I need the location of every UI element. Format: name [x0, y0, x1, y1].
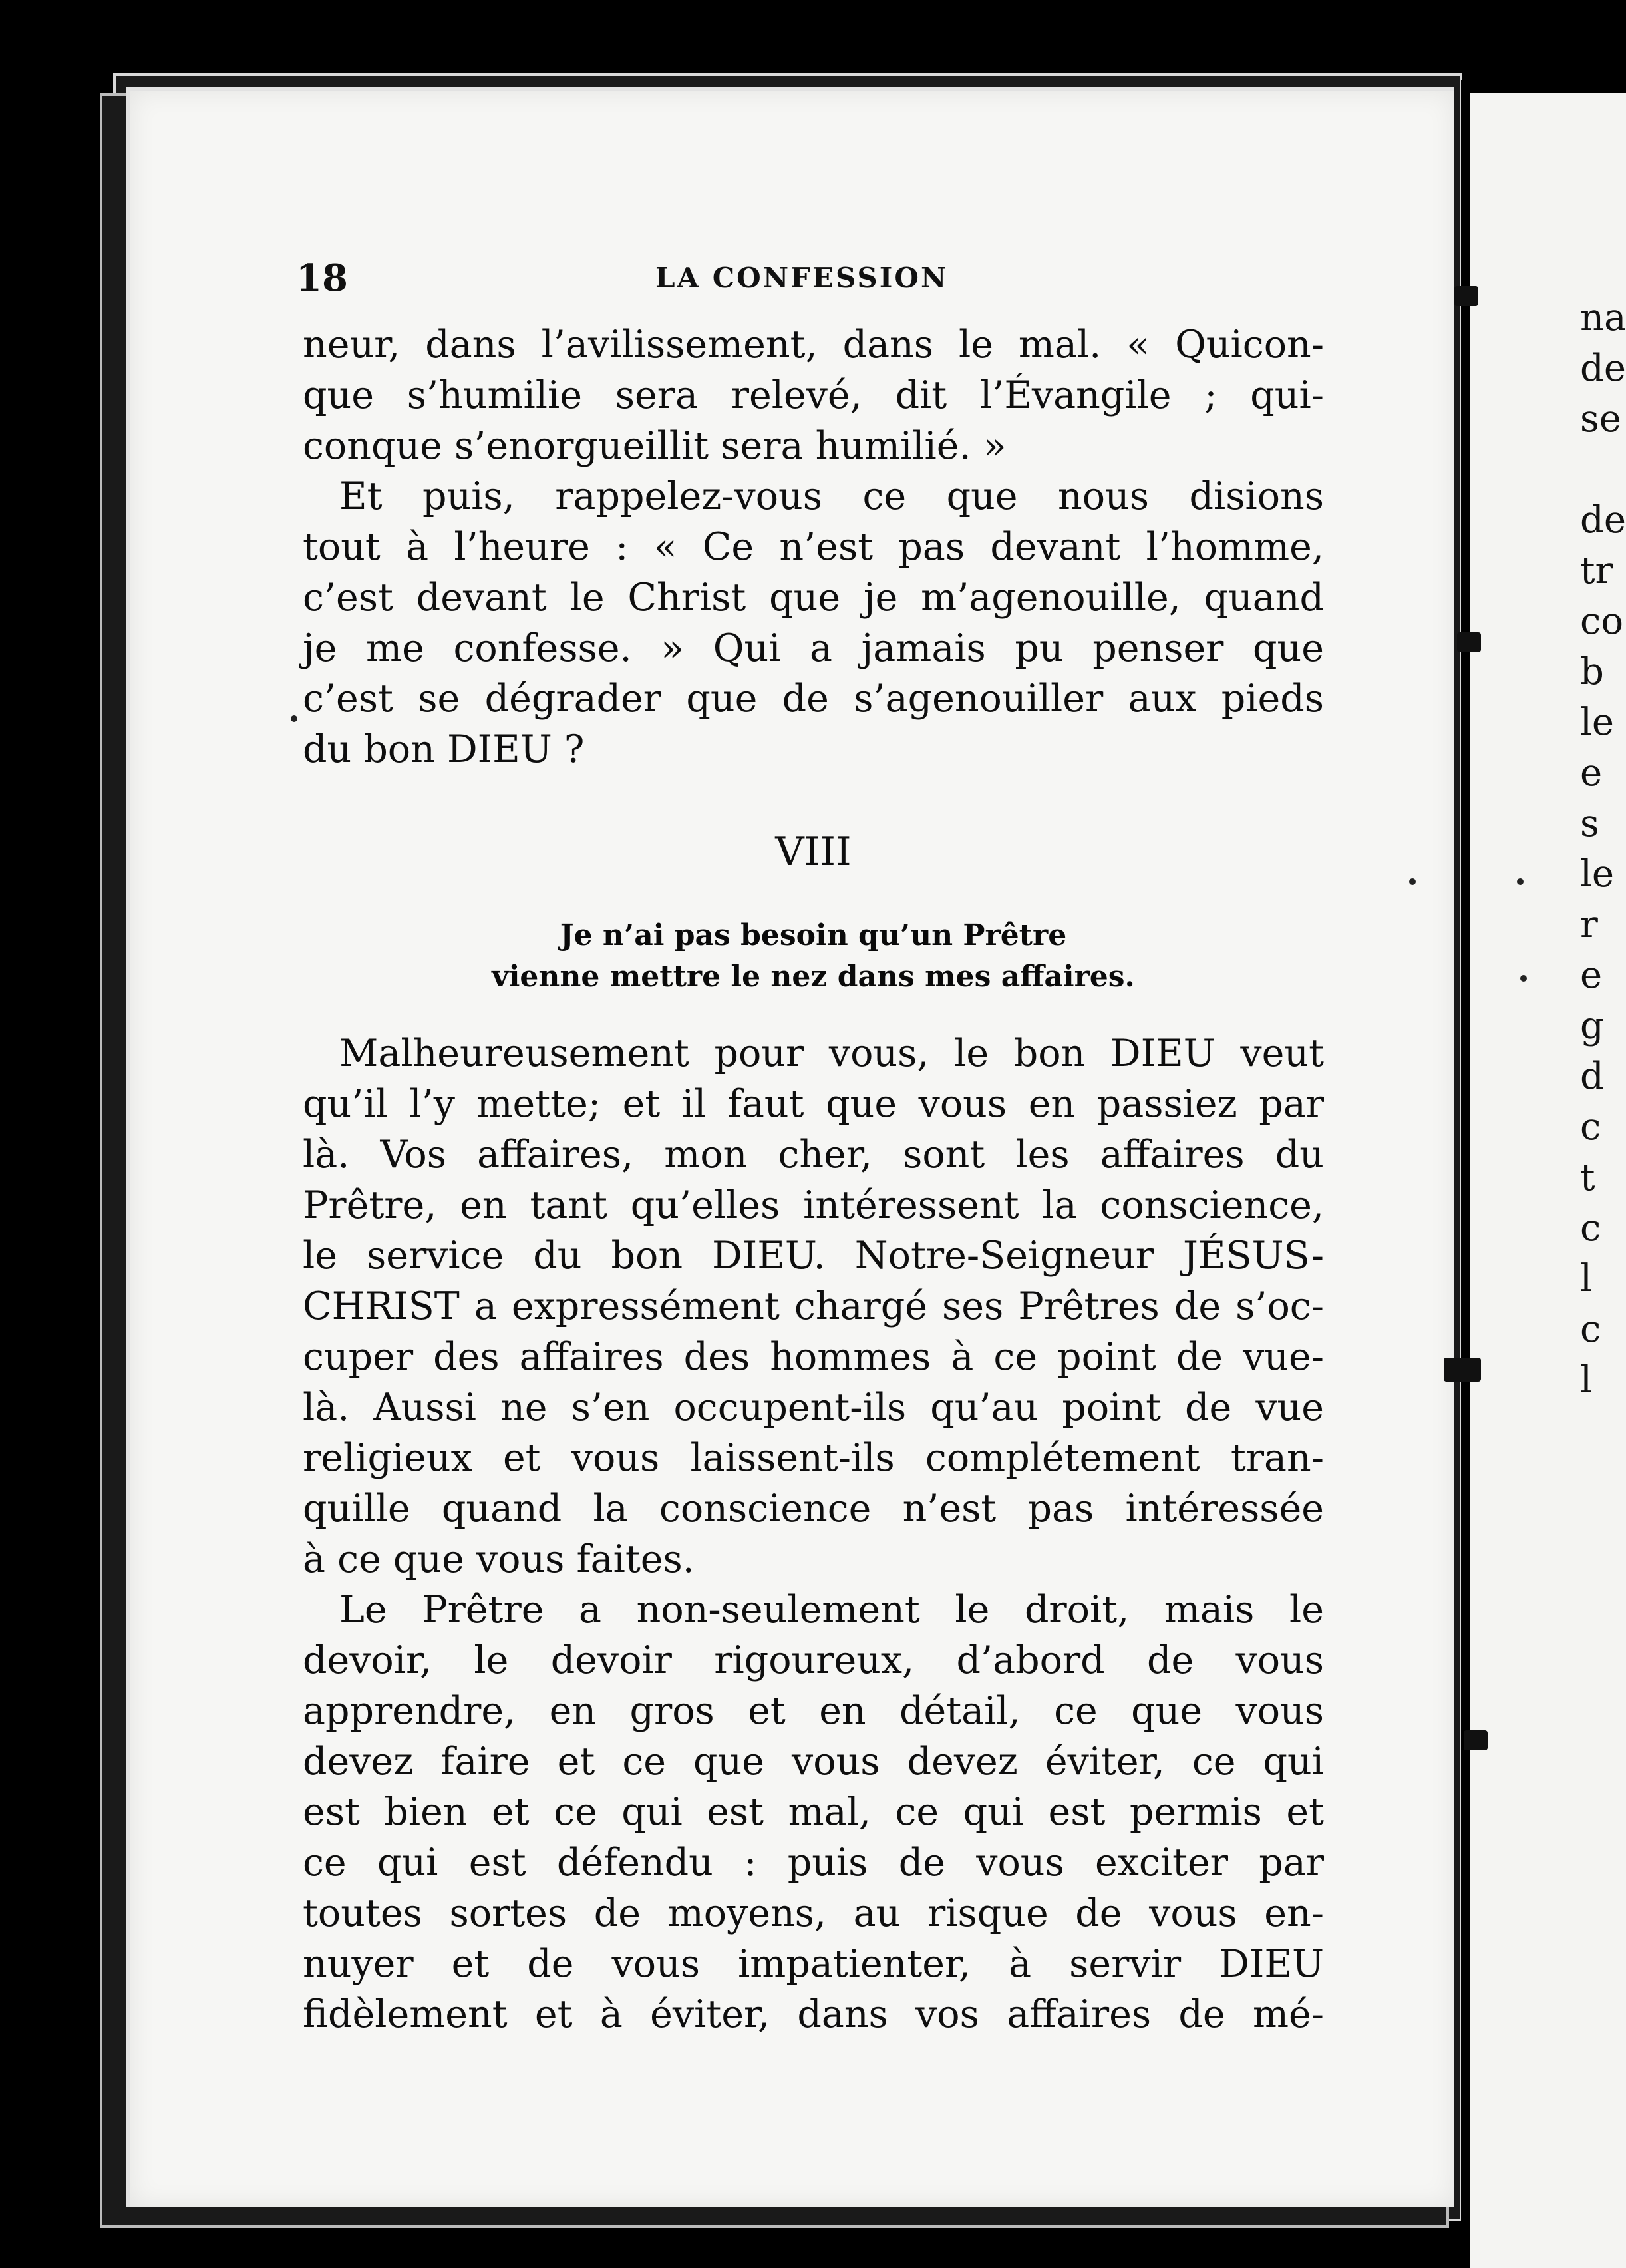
- text-line: CHRIST a expressément chargé ses Prêtres de s’oc-: [303, 1284, 1324, 1328]
- text-line: Prêtre, en tant qu’elles intéressent la conscience,: [303, 1183, 1324, 1227]
- right-page-fragment: s: [1580, 802, 1599, 845]
- text-line: à ce que vous faites.: [303, 1537, 695, 1581]
- text-line: devez faire et ce que vous devez éviter, ce qui: [303, 1740, 1324, 1784]
- right-page-fragment: c: [1580, 1105, 1601, 1149]
- section-number: VIII: [775, 829, 852, 875]
- text-line: c’est devant le Christ que je m’agenouille, quand: [303, 576, 1324, 620]
- right-page-fragment: [1580, 445, 1626, 495]
- binding-thread-mark: [1444, 1358, 1481, 1382]
- text-line: devoir, le devoir rigoureux, d’abord de vous: [303, 1638, 1324, 1682]
- text-line: que s’humilie sera relevé, dit l’Évangile ; qui-: [303, 373, 1324, 417]
- text-line: Et puis, rappelez-vous ce que nous disions: [339, 474, 1324, 518]
- section-heading: [303, 915, 1324, 998]
- text-line: quille quand la conscience n’est pas intéressée: [303, 1487, 1324, 1531]
- right-page-fragment: tr: [1580, 549, 1613, 592]
- text-line: là. Vos affaires, mon cher, sont les affaires du: [303, 1133, 1324, 1177]
- text-line: c’est se dégrader que de s’agenouiller aux pieds: [303, 677, 1324, 721]
- right-page-fragment: le: [1580, 701, 1615, 744]
- right-page-fragment: b: [1580, 650, 1604, 693]
- section-heading-line-2: vienne mettre le nez dans mes affaires.: [492, 960, 1135, 994]
- right-page-fragments: [1580, 293, 1626, 1406]
- binding-thread-mark: [1457, 632, 1481, 652]
- ink-speck: [1520, 975, 1527, 982]
- book-gutter: [1461, 80, 1470, 2268]
- text-line: qu’il l’y mette; et il faut que vous en passiez par: [303, 1082, 1324, 1126]
- right-page-fragment: r: [1580, 903, 1598, 946]
- text-line: le service du bon DIEU. Notre-Seigneur JÉSUS-: [303, 1234, 1324, 1278]
- right-page-fragment: l: [1580, 1257, 1592, 1300]
- text-line: apprendre, en gros et en détail, ce que vous: [303, 1689, 1324, 1733]
- ink-speck: [291, 715, 297, 722]
- text-line: cuper des affaires des hommes à ce point de vue-: [303, 1335, 1324, 1379]
- text-line: toutes sortes de moyens, au risque de vous en-: [303, 1891, 1324, 1935]
- right-page-fragment: co: [1580, 600, 1624, 643]
- right-page-fragment: c: [1580, 1308, 1601, 1351]
- section-heading-line-1: Je n’ai pas besoin qu’un Prêtre: [560, 918, 1067, 952]
- ink-speck: [1409, 878, 1416, 885]
- text-line: conque s’enorgueillit sera humilié. »: [303, 424, 1007, 468]
- text-line: religieux et vous laissent-ils complétement tran-: [303, 1436, 1324, 1480]
- text-line: neur, dans l’avilissement, dans le mal. « Quicon-: [303, 323, 1324, 367]
- right-page-fragment: le: [1580, 852, 1615, 896]
- right-page-fragment: l: [1580, 1358, 1592, 1402]
- text-line: du bon DIEU ?: [303, 727, 585, 771]
- text-line: tout à l’heure : « Ce n’est pas devant l’homme,: [303, 525, 1324, 569]
- binding-thread-mark: [1464, 1730, 1488, 1750]
- text-line: je me confesse. » Qui a jamais pu penser que: [303, 626, 1324, 670]
- page-number: 18: [296, 256, 348, 300]
- text-line: est bien et ce qui est mal, ce qui est permis et: [303, 1790, 1324, 1834]
- running-title: LA CONFESSION: [655, 262, 949, 294]
- right-page-fragment: e: [1580, 751, 1603, 795]
- right-page-fragment: se: [1580, 397, 1621, 441]
- text-line: nuyer et de vous impatienter, à servir DIEU: [303, 1942, 1324, 1986]
- text-line: là. Aussi ne s’en occupent-ils qu’au point de vue: [303, 1386, 1324, 1429]
- right-page-fragment: t: [1580, 1156, 1595, 1199]
- right-page-fragment: d: [1580, 1055, 1604, 1098]
- right-page-fragment: na: [1580, 296, 1626, 339]
- body-text-top: [303, 319, 1324, 775]
- right-page-fragment: e: [1580, 954, 1603, 997]
- right-page-fragment: c: [1580, 1207, 1601, 1250]
- body-text-bottom: [303, 1028, 1324, 2040]
- right-page-fragment: de: [1580, 347, 1626, 390]
- text-line: Malheureusement pour vous, le bon DIEU veut: [339, 1032, 1324, 1075]
- right-page-fragment: g: [1580, 1004, 1604, 1047]
- running-head: [296, 256, 1324, 303]
- binding-thread-mark: [1454, 286, 1478, 306]
- text-line: Le Prêtre a non-seulement le droit, mais le: [339, 1588, 1324, 1632]
- text-line: fidèlement et à éviter, dans vos affaires de mé-: [303, 1992, 1324, 2036]
- right-page-fragment: de: [1580, 498, 1626, 542]
- text-line: ce qui est défendu : puis de vous exciter par: [303, 1841, 1324, 1885]
- ink-speck: [1517, 878, 1524, 885]
